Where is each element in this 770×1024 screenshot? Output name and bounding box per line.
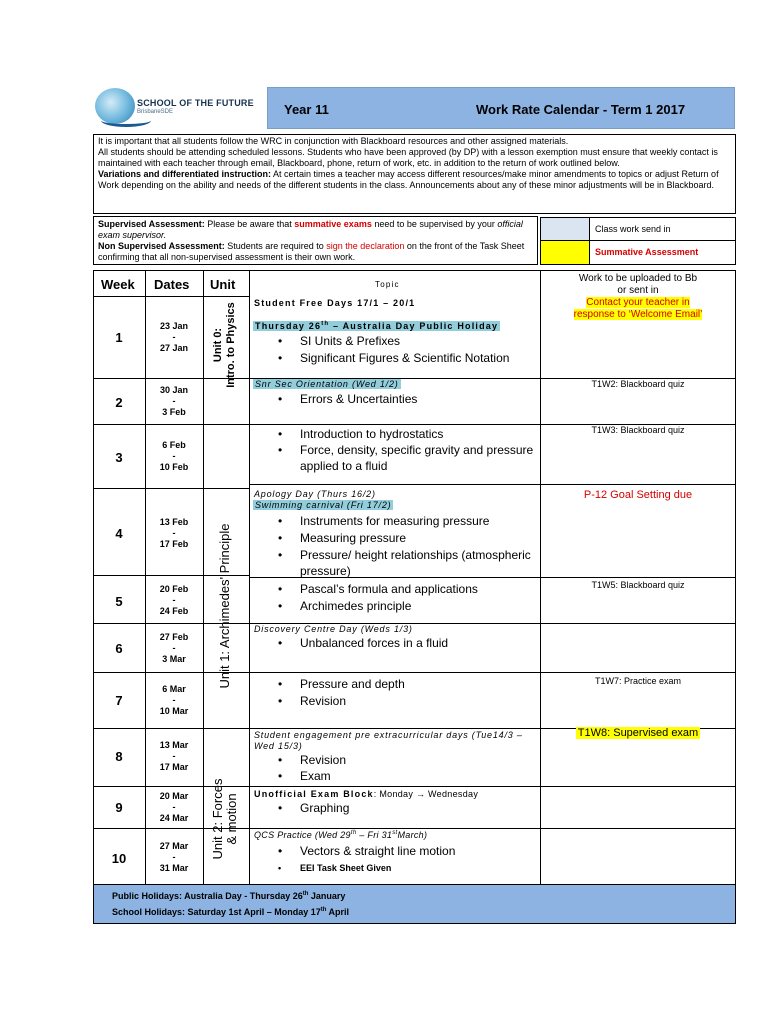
bb-week3: T1W3: Blackboard quiz: [591, 425, 685, 435]
date-start: 30 Jan: [159, 385, 189, 395]
week-number: 5: [115, 594, 123, 609]
week-number: 7: [115, 693, 123, 708]
week-dates: [145, 440, 203, 473]
event-text: March): [397, 830, 428, 840]
week6-event: Discovery Centre Day (Weds 1/3): [254, 624, 413, 634]
bb-header-line1: Work to be uploaded to Bb: [578, 273, 698, 284]
week-dates: [145, 632, 203, 665]
date-start: 6 Mar: [162, 684, 186, 694]
date-end: 27 Jan: [159, 343, 189, 353]
non-supervised-red: sign the declaration: [326, 241, 405, 251]
date-end: 3 Feb: [162, 407, 186, 417]
week-number: 4: [115, 526, 123, 541]
date-end: 3 Mar: [162, 654, 186, 664]
date-dash: -: [172, 852, 176, 862]
grid-line: [93, 270, 94, 884]
grid-line: [249, 484, 736, 485]
bb-week4: P-12 Goal Setting due: [583, 489, 693, 501]
grid-line: [203, 270, 204, 884]
unit-2-label: [211, 769, 241, 869]
topic-item: • Force, density, specific gravity and pressure: [300, 442, 533, 458]
week4-event-1: Apology Day (Thurs 16/2): [254, 489, 376, 499]
bb-week1-line2: response to ‘Welcome Email’: [573, 309, 703, 320]
week-dates: [145, 321, 203, 354]
bb-week1-cont: [540, 309, 736, 320]
bb-week5: T1W5: Blackboard quiz: [591, 580, 685, 590]
classwork-label: Class work send in: [595, 224, 671, 234]
grid-line: [93, 828, 736, 829]
unit-0-line2: Intro. to Physics: [225, 302, 237, 388]
topic-item: • Vectors & straight line motion: [300, 843, 455, 859]
intro-paragraph-2: All students should be attending scheduled lessons. Students who have been approved (by DP) with a lesson exemption must ensure that weekly contact is maintained with each teacher through email, Blackboard, phone, return of work, etc. in addition to the return of work outlined below.: [98, 147, 718, 168]
event-sup: th: [350, 830, 357, 836]
supervised-label: Supervised Assessment:: [98, 219, 205, 229]
non-supervised-paragraph: [98, 241, 533, 263]
date-end: 31 Mar: [159, 863, 189, 873]
week-number: 8: [115, 749, 123, 764]
intro-box: [93, 134, 736, 214]
exam-block-text: : Monday → Wednesday: [373, 789, 479, 799]
week-dates: [145, 517, 203, 550]
week10-event: [254, 830, 427, 840]
topic-item: • Measuring pressure: [300, 530, 406, 546]
date-dash: -: [172, 695, 176, 705]
date-end: 24 Mar: [159, 813, 189, 823]
topic-item: • Revision: [300, 693, 346, 709]
week1-event: [253, 321, 500, 331]
week-dates: [145, 740, 203, 773]
event-sup: th: [321, 321, 330, 327]
date-end: 17 Mar: [159, 762, 189, 772]
topic-item: • Pascal’s formula and applications: [300, 581, 478, 597]
footer-text: Public Holidays: Australia Day - Thursday 26: [112, 891, 303, 901]
supervised-text-a: Please be aware that: [204, 219, 295, 229]
dates-header: Dates: [154, 277, 190, 292]
year-label: Year 11: [284, 102, 329, 117]
date-start: 13 Mar: [159, 740, 189, 750]
supervised-italic: official exam supervisor.: [98, 219, 523, 240]
date-dash: -: [172, 396, 176, 406]
week-dates: [145, 385, 203, 418]
date-dash: -: [172, 802, 176, 812]
event-sup: st: [392, 830, 398, 836]
date-dash: -: [172, 751, 176, 761]
date-start: 6 Feb: [162, 440, 186, 450]
exam-block-label: Unofficial Exam Block: [254, 789, 374, 799]
bb-week8-text: T1W8: Supervised exam: [577, 727, 699, 739]
supervised-red: summative exams: [294, 219, 372, 229]
logo-name: SCHOOL OF THE FUTURE: [137, 98, 254, 108]
bb-week8: [540, 727, 736, 739]
footer-text: April: [326, 907, 350, 917]
grid-line: [93, 672, 736, 673]
event-text: Thursday 26: [255, 321, 322, 331]
topic-item: • Archimedes principle: [300, 598, 411, 614]
topic-item: • Significant Figures & Scientific Notation: [300, 350, 509, 366]
date-dash: -: [172, 451, 176, 461]
bb-week1: [540, 297, 736, 308]
holidays-footer: [93, 884, 736, 924]
topic-item: • Graphing: [300, 800, 349, 816]
footer-text: January: [308, 891, 346, 901]
topic-item: • Pressure and depth: [300, 676, 405, 692]
date-end: 10 Feb: [159, 462, 189, 472]
free-days-note: Student Free Days 17/1 – 20/1: [254, 298, 416, 308]
week-dates: [145, 841, 203, 874]
topic-item-continued: applied to a fluid: [300, 459, 388, 473]
assessment-box: [93, 216, 538, 265]
date-dash: -: [172, 595, 176, 605]
bb-week2: T1W2: Blackboard quiz: [591, 379, 685, 389]
week-number: 9: [115, 800, 123, 815]
intro-paragraph-1: It is important that all students follow the WRC in conjunction with Blackboard resources and other assigned materials.: [98, 136, 569, 146]
variations-label: Variations and differentiated instruction:: [98, 169, 272, 179]
week8-event-2: Wed 15/3): [254, 741, 303, 751]
week-number: 10: [111, 851, 127, 866]
week2-event: Snr Sec Orientation (Wed 1/2): [255, 379, 399, 389]
week-number: 6: [115, 641, 123, 656]
topic-item: • Revision: [300, 752, 346, 768]
grid-line: [93, 786, 736, 787]
week-dates: [145, 584, 203, 617]
public-holidays: [112, 888, 735, 904]
supervised-paragraph: [98, 219, 533, 241]
week-header: Week: [101, 277, 135, 292]
date-dash: -: [172, 332, 176, 342]
topic-item-continued: pressure): [300, 564, 351, 578]
unit-2-line2: & motion: [224, 793, 239, 845]
date-end: 24 Feb: [159, 606, 189, 616]
date-start: 13 Feb: [159, 517, 189, 527]
school-logo: [95, 88, 265, 128]
grid-line: [93, 270, 736, 271]
unit-0-line1: Unit 0:: [212, 327, 224, 363]
event-text: – Fri 31: [356, 830, 393, 840]
date-start: 27 Mar: [159, 841, 189, 851]
title-bar: [267, 87, 735, 129]
grid-line: [93, 623, 736, 624]
week-dates: [145, 791, 203, 824]
unit-1-label: Unit 1: Archimedes' Principle: [217, 523, 232, 689]
summative-label: Summative Assessment: [595, 247, 699, 257]
footer-text: School Holidays: Saturday 1st April – Monday 17: [112, 907, 321, 917]
date-dash: -: [172, 643, 176, 653]
footer-sup: th: [302, 891, 309, 897]
date-start: 20 Mar: [159, 791, 189, 801]
week-dates: [145, 684, 203, 717]
topic-item: • Instruments for measuring pressure: [300, 513, 489, 529]
topic-header: Topic: [375, 280, 400, 289]
unit-0-label: [212, 285, 240, 405]
week4-event-2: Swimming carnival (Fri 17/2): [255, 500, 392, 510]
topic-item: • Exam: [300, 768, 331, 784]
bb-week1-line1: Contact your teacher in: [586, 297, 690, 308]
non-supervised-text-b: on the front of the Task Sheet confirming that all non-supervised assessment is their own work.: [98, 241, 525, 262]
key-summative: [540, 241, 736, 265]
unit-2-line1: Unit 2: Forces: [210, 778, 225, 860]
week9-event: [254, 789, 478, 799]
date-end: 10 Mar: [159, 706, 189, 716]
variations-paragraph: [98, 169, 731, 191]
logo-subtitle: BrisbaneSDE: [137, 109, 174, 115]
bb-week7: T1W7: Practice exam: [594, 676, 682, 686]
page-title: Work Rate Calendar - Term 1 2017: [476, 102, 686, 117]
footer-sup: th: [320, 907, 327, 913]
unit-header: Unit: [210, 277, 236, 292]
key-classwork: [540, 217, 736, 241]
topic-item: • SI Units & Prefixes: [300, 333, 400, 349]
date-start: 23 Jan: [159, 321, 189, 331]
topic-item: • Unbalanced forces in a fluid: [300, 635, 448, 651]
week-number: 3: [115, 450, 123, 465]
week8-event-1: Student engagement pre extracurricular days (Tue14/3 –: [254, 730, 523, 740]
date-dash: -: [172, 528, 176, 538]
date-end: 17 Feb: [159, 539, 189, 549]
swoosh-icon: [101, 114, 151, 127]
non-supervised-label: Non Supervised Assessment:: [98, 241, 225, 251]
grid-line: [540, 270, 541, 884]
classwork-swatch: [541, 218, 590, 240]
date-start: 27 Feb: [159, 632, 189, 642]
school-holidays: [112, 904, 735, 920]
summative-swatch: [541, 241, 590, 264]
bb-header-line2: or sent in: [617, 285, 659, 296]
variations-text: At certain times a teacher may access different resources/make minor amendments to topics or adjust Return of Work depending on the ability and needs of the different students in the class. Announcements about any of these minor adjustments will be in Blackboard.: [98, 169, 719, 190]
topic-item: • Introduction to hydrostatics: [300, 426, 443, 442]
topic-item: • Pressure/ height relationships (atmospheric: [300, 547, 531, 563]
topic-item: • EEI Task Sheet Given: [300, 860, 391, 876]
non-supervised-text-a: Students are required to: [224, 241, 327, 251]
grid-line: [249, 270, 250, 884]
grid-line: [735, 270, 736, 884]
supervised-text-b: need to be supervised by your: [371, 219, 498, 229]
event-text: – Australia Day Public Holiday: [329, 321, 499, 331]
date-start: 20 Feb: [159, 584, 189, 594]
event-text: QCS Practice (Wed 29: [254, 830, 351, 840]
topic-item: • Errors & Uncertainties: [300, 391, 417, 407]
week-number: 2: [115, 395, 123, 410]
week-number: 1: [115, 330, 123, 345]
